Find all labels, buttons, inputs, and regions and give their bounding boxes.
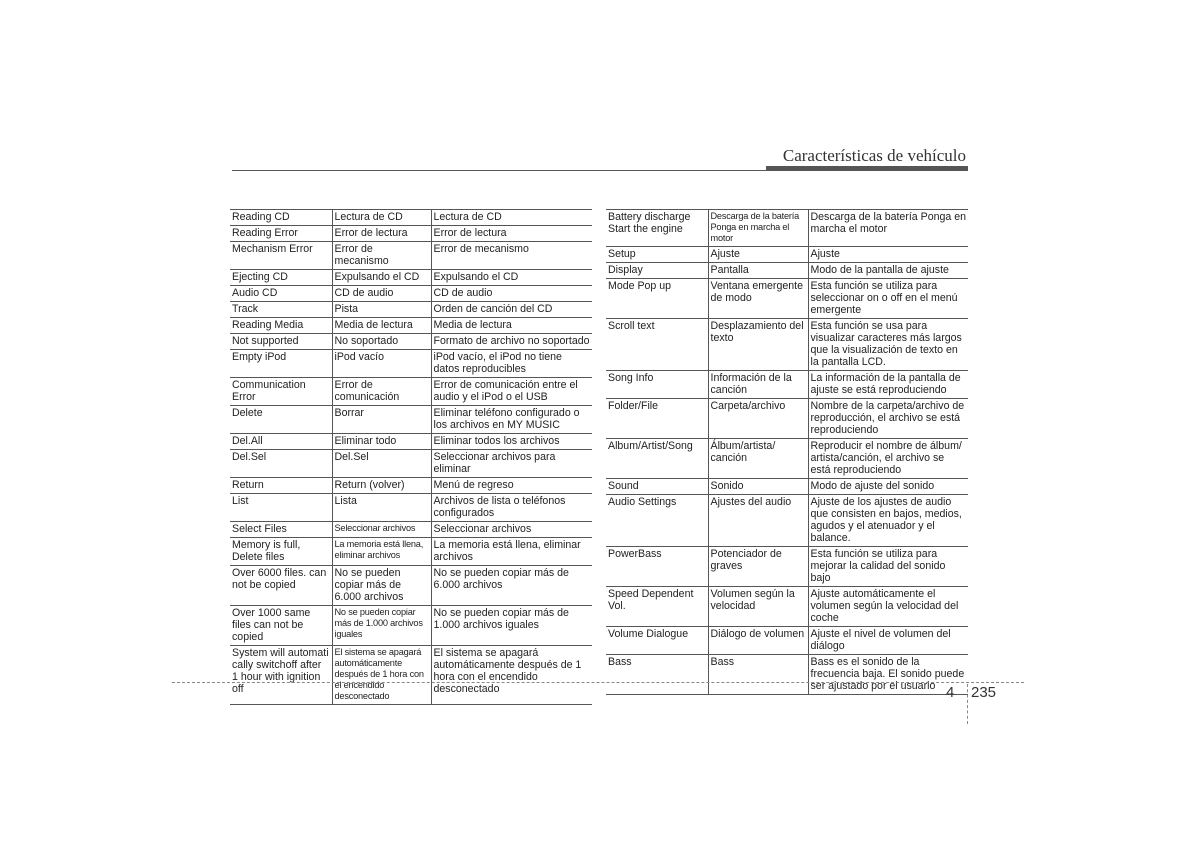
table-row bbox=[230, 318, 592, 334]
english-message-cell: Battery discharge Start the engine bbox=[606, 210, 708, 247]
description-cell: Esta función se usa para visualizar caracteres más largos que la visualización de texto en la pantalla LCD. bbox=[808, 319, 968, 371]
description-cell: Orden de canción del CD bbox=[431, 302, 592, 318]
english-message-cell: Delete bbox=[230, 406, 332, 434]
footer-dashed-rule bbox=[172, 682, 1024, 683]
english-message-cell: Bass bbox=[606, 655, 708, 695]
translated-message-cell: Desplazamiento del texto bbox=[708, 319, 808, 371]
table-row bbox=[606, 371, 968, 399]
page-number: 235 bbox=[971, 684, 997, 701]
english-message-cell: Audio Settings bbox=[606, 495, 708, 547]
english-message-cell: Del.All bbox=[230, 434, 332, 450]
description-cell: Bass es el sonido de la frecuencia baja. El sonido puede ser ajustado por el usuario bbox=[808, 655, 968, 695]
table-row bbox=[606, 627, 968, 655]
english-message-cell: Mode Pop up bbox=[606, 279, 708, 319]
description-cell: Esta función se utiliza para mejorar la calidad del sonido bajo bbox=[808, 547, 968, 587]
description-cell: Error de mecanismo bbox=[431, 242, 592, 270]
translated-message-cell: Ajustes del audio bbox=[708, 495, 808, 547]
table-row bbox=[230, 566, 592, 606]
english-message-cell: Reading CD bbox=[230, 210, 332, 226]
table-row bbox=[606, 210, 968, 247]
translated-message-cell: Pista bbox=[332, 302, 431, 318]
table-row bbox=[230, 242, 592, 270]
description-cell: Nombre de la carpeta/archivo de reproducción, el archivo se está reproduciendo bbox=[808, 399, 968, 439]
header-accent-bar bbox=[766, 166, 968, 171]
translated-message-cell: Error de comunicación bbox=[332, 378, 431, 406]
table-row bbox=[230, 478, 592, 494]
english-message-cell: Memory is full, Delete files bbox=[230, 538, 332, 566]
table-row bbox=[230, 226, 592, 242]
translated-message-cell: Error de lectura bbox=[332, 226, 431, 242]
right-table-body bbox=[606, 210, 968, 695]
translated-message-cell: Ajuste bbox=[708, 247, 808, 263]
table-row bbox=[606, 495, 968, 547]
table-row bbox=[606, 399, 968, 439]
table-row bbox=[606, 439, 968, 479]
translated-message-cell: Pantalla bbox=[708, 263, 808, 279]
table-row bbox=[606, 247, 968, 263]
translated-message-cell: Media de lectura bbox=[332, 318, 431, 334]
translated-message-cell: Sonido bbox=[708, 479, 808, 495]
translated-message-cell: El sistema se apagará automáticamente después de 1 hora con el encendido desconectado bbox=[332, 646, 431, 705]
description-cell: Menú de regreso bbox=[431, 478, 592, 494]
english-message-cell: List bbox=[230, 494, 332, 522]
translated-message-cell: Bass bbox=[708, 655, 808, 695]
table-row bbox=[230, 494, 592, 522]
english-message-cell: Track bbox=[230, 302, 332, 318]
translated-message-cell: Ventana emergente de modo bbox=[708, 279, 808, 319]
description-cell: Eliminar todos los archivos bbox=[431, 434, 592, 450]
translated-message-cell: Eliminar todo bbox=[332, 434, 431, 450]
description-cell: Media de lectura bbox=[431, 318, 592, 334]
description-cell: Ajuste de los ajustes de audio que consisten en bajos, medios, agudos y el atenuador y el balance. bbox=[808, 495, 968, 547]
right-message-table bbox=[606, 209, 968, 695]
english-message-cell: Folder/File bbox=[606, 399, 708, 439]
english-message-cell: PowerBass bbox=[606, 547, 708, 587]
description-cell: El sistema se apagará automáticamente después de 1 hora con el encendido desconectado bbox=[431, 646, 592, 705]
english-message-cell: Reading Error bbox=[230, 226, 332, 242]
table-row bbox=[230, 378, 592, 406]
english-message-cell: Empty iPod bbox=[230, 350, 332, 378]
english-message-cell: Select Files bbox=[230, 522, 332, 538]
english-message-cell: Setup bbox=[606, 247, 708, 263]
description-cell: Lectura de CD bbox=[431, 210, 592, 226]
english-message-cell: Scroll text bbox=[606, 319, 708, 371]
english-message-cell: Del.Sel bbox=[230, 450, 332, 478]
table-row bbox=[230, 450, 592, 478]
english-message-cell: Return bbox=[230, 478, 332, 494]
table-row bbox=[230, 286, 592, 302]
table-row bbox=[230, 302, 592, 318]
page-header-title: Características de vehículo bbox=[782, 146, 966, 165]
description-cell: Archivos de lista o teléfonos configurados bbox=[431, 494, 592, 522]
english-message-cell: Sound bbox=[606, 479, 708, 495]
left-message-table bbox=[230, 209, 592, 705]
table-row bbox=[606, 263, 968, 279]
translated-message-cell: Álbum/artista/ canción bbox=[708, 439, 808, 479]
table-row bbox=[606, 279, 968, 319]
translated-message-cell: Borrar bbox=[332, 406, 431, 434]
description-cell: Ajuste automáticamente el volumen según la velocidad del coche bbox=[808, 587, 968, 627]
description-cell: Esta función se utiliza para seleccionar on o off en el menú emergente bbox=[808, 279, 968, 319]
translated-message-cell: No se pueden copiar más de 6.000 archivos bbox=[332, 566, 431, 606]
english-message-cell: Song Info bbox=[606, 371, 708, 399]
translated-message-cell: Descarga de la batería Ponga en marcha el motor bbox=[708, 210, 808, 247]
english-message-cell: Over 1000 same files can not be copied bbox=[230, 606, 332, 646]
english-message-cell: Volume Dialogue bbox=[606, 627, 708, 655]
table-row bbox=[230, 350, 592, 378]
translated-message-cell: CD de audio bbox=[332, 286, 431, 302]
table-row bbox=[606, 547, 968, 587]
description-cell: CD de audio bbox=[431, 286, 592, 302]
english-message-cell: Speed Dependent Vol. bbox=[606, 587, 708, 627]
description-cell: Seleccionar archivos bbox=[431, 522, 592, 538]
translated-message-cell: La memoria está llena, eliminar archivos bbox=[332, 538, 431, 566]
translated-message-cell: Return (volver) bbox=[332, 478, 431, 494]
table-row bbox=[606, 479, 968, 495]
description-cell: Error de comunicación entre el audio y el iPod o el USB bbox=[431, 378, 592, 406]
description-cell: Reproducir el nombre de álbum/ artista/canción, el archivo se está reproduciendo bbox=[808, 439, 968, 479]
table-row bbox=[230, 334, 592, 350]
translated-message-cell: Error de mecanismo bbox=[332, 242, 431, 270]
english-message-cell: Communication Error bbox=[230, 378, 332, 406]
table-row bbox=[230, 406, 592, 434]
left-table-body bbox=[230, 210, 592, 705]
description-cell: La memoria está llena, eliminar archivos bbox=[431, 538, 592, 566]
english-message-cell: Mechanism Error bbox=[230, 242, 332, 270]
description-cell: La información de la pantalla de ajuste se está reproduciendo bbox=[808, 371, 968, 399]
translated-message-cell: Diálogo de volumen bbox=[708, 627, 808, 655]
description-cell: Formato de archivo no soportado bbox=[431, 334, 592, 350]
translated-message-cell: Carpeta/archivo bbox=[708, 399, 808, 439]
footer-vertical-dash bbox=[967, 684, 968, 724]
table-row bbox=[230, 270, 592, 286]
translated-message-cell: Lista bbox=[332, 494, 431, 522]
translated-message-cell: iPod vacío bbox=[332, 350, 431, 378]
translated-message-cell: Información de la canción bbox=[708, 371, 808, 399]
english-message-cell: Over 6000 files. can not be copied bbox=[230, 566, 332, 606]
translated-message-cell: Lectura de CD bbox=[332, 210, 431, 226]
table-row bbox=[230, 538, 592, 566]
translated-message-cell: Volumen según la velocidad bbox=[708, 587, 808, 627]
translated-message-cell: Seleccionar archivos bbox=[332, 522, 431, 538]
english-message-cell: Reading Media bbox=[230, 318, 332, 334]
table-row bbox=[606, 655, 968, 695]
english-message-cell: System will automati cally switchoff after 1 hour with ignition off bbox=[230, 646, 332, 705]
translated-message-cell: No se pueden copiar más de 1.000 archivos iguales bbox=[332, 606, 431, 646]
description-cell: No se pueden copiar más de 1.000 archivos iguales bbox=[431, 606, 592, 646]
description-cell: No se pueden copiar más de 6.000 archivos bbox=[431, 566, 592, 606]
description-cell: Error de lectura bbox=[431, 226, 592, 242]
description-cell: Ajuste el nivel de volumen del diálogo bbox=[808, 627, 968, 655]
english-message-cell: Album/Artist/Song bbox=[606, 439, 708, 479]
table-row bbox=[606, 319, 968, 371]
description-cell: Descarga de la batería Ponga en marcha el motor bbox=[808, 210, 968, 247]
description-cell: Seleccionar archivos para eliminar bbox=[431, 450, 592, 478]
table-row bbox=[230, 210, 592, 226]
translated-message-cell: Del.Sel bbox=[332, 450, 431, 478]
table-row bbox=[230, 646, 592, 705]
translated-message-cell: No soportado bbox=[332, 334, 431, 350]
description-cell: Modo de la pantalla de ajuste bbox=[808, 263, 968, 279]
description-cell: Ajuste bbox=[808, 247, 968, 263]
english-message-cell: Audio CD bbox=[230, 286, 332, 302]
description-cell: Modo de ajuste del sonido bbox=[808, 479, 968, 495]
translated-message-cell: Potenciador de graves bbox=[708, 547, 808, 587]
table-row bbox=[230, 522, 592, 538]
description-cell: Expulsando el CD bbox=[431, 270, 592, 286]
description-cell: Eliminar teléfono configurado o los archivos en MY MUSIC bbox=[431, 406, 592, 434]
chapter-number: 4 bbox=[946, 684, 955, 701]
english-message-cell: Not supported bbox=[230, 334, 332, 350]
table-row bbox=[606, 587, 968, 627]
english-message-cell: Display bbox=[606, 263, 708, 279]
translated-message-cell: Expulsando el CD bbox=[332, 270, 431, 286]
english-message-cell: Ejecting CD bbox=[230, 270, 332, 286]
table-row bbox=[230, 606, 592, 646]
table-row bbox=[230, 434, 592, 450]
description-cell: iPod vacío, el iPod no tiene datos reproducibles bbox=[431, 350, 592, 378]
